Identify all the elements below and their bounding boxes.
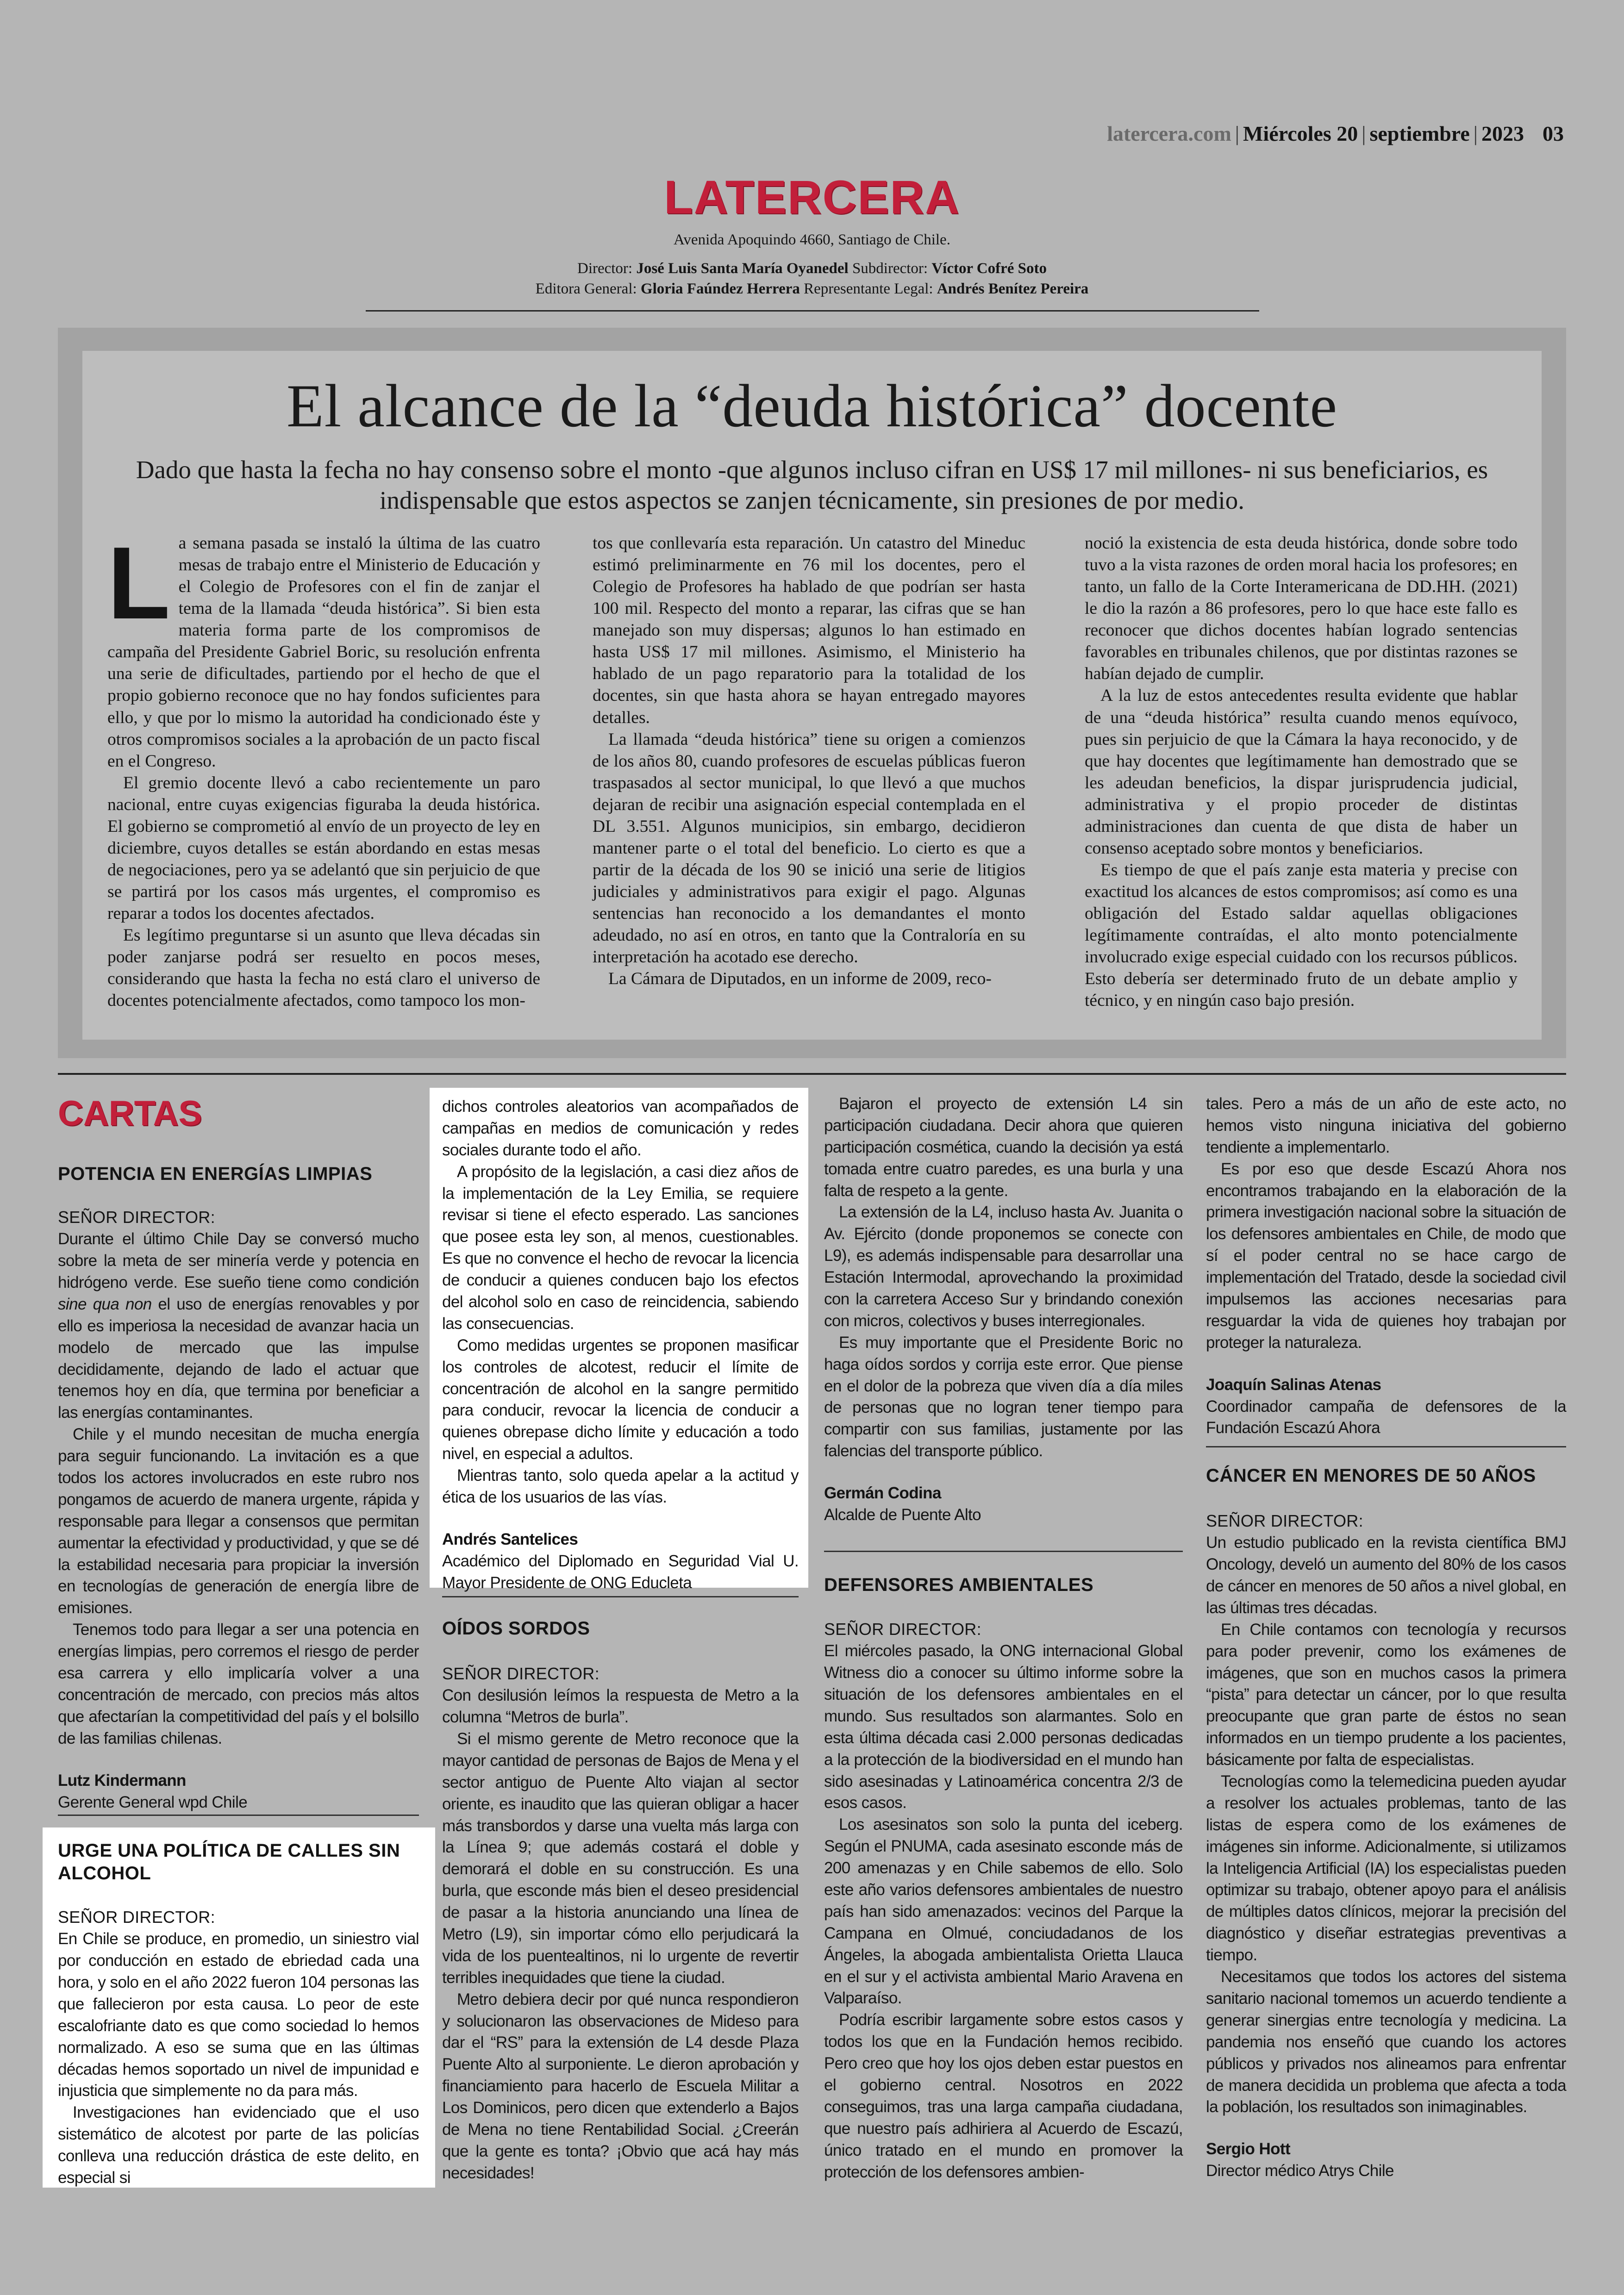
- letter-paragraph: Tecnologías como la telemedicina pueden ayudar a resolver los actuales problemas, tanto de las listas de espera como de los exámenes de imágenes sin informe. Adicionalmente, si utilizamos la Inteligencia Artificial (IA) los especialistas pueden optimizar su trabajo, obtener apoyo para el análisis de múltiples datos clínicos, mejorar la precisión del diagnóstico y diseñar estrategias preventivas a tiempo.: [1206, 1772, 1566, 1964]
- editorial-paragraph: La Cámara de Diputados, en un informe de 2009, reco-: [608, 969, 992, 989]
- letter-divider: [824, 1551, 1183, 1552]
- masthead-divider: [366, 310, 1259, 312]
- letter-paragraph: Necesitamos que todos los actores del sistema sanitario nacional tomemos un acuerdo tendiente a generar sinergias entre tecnología y medicina. La pandemia nos enseñó que cuando los actores públicos y privados nos alineamos para enfrentar de manera decidida un problema que afecta a toda la población, los resultados son inimaginables.: [1206, 1968, 1566, 2116]
- letter-signature: Andrés Santelices: [442, 1530, 578, 1548]
- site-url[interactable]: latercera.com: [1107, 122, 1231, 145]
- editorial-headline: El alcance de la “deuda histórica” docente: [286, 372, 1338, 440]
- editorial-paragraph: El gremio docente llevó a cabo recientemente un paro nacional, entre cuyas exigencias figuraba la deuda histórica. El gobierno se comprometió al envío de un proyecto de ley en diciembre, cuyos detalles se están abordando en estas mesas de negociaciones, pero ya se adelantó que sin perjuicio de que se partirá por los casos más urgentes, el compromiso es reparar a todos los docentes afectados.: [107, 773, 540, 923]
- page-number: 03: [1543, 122, 1564, 145]
- letter-signature: Joaquín Salinas Atenas: [1206, 1375, 1381, 1394]
- letter-signature-role: Director médico Atrys Chile: [1206, 2162, 1394, 2180]
- letter-signature: Lutz Kindermann: [58, 1771, 186, 1790]
- letter-title-alcohol: URGE UNA POLÍTICA DE CALLES SIN ALCOHOL: [58, 1840, 400, 1883]
- editorial-paragraph: A la luz de estos antecedentes resulta evidente que hablar de una “deuda histórica” resulta cuando menos equívoco, pues sin perjuicio de que la Cámara la haya reconocido, y de que hay docentes que legítimamente han demostrado que se les adeudan beneficios, la dispar jurisprudencia judicial, administrativa y el propio proceder de distintas administraciones dan cuenta de que dista de haber un consenso aceptado sobre montos y beneficiarios.: [1085, 686, 1518, 858]
- letter-body-alcohol-part-2: [442, 1096, 799, 1594]
- letter-paragraph: tales. Pero a más de un año de este acto, no hemos visto ninguna iniciativa del gobierno tendiente a implementarlo.: [1206, 1095, 1566, 1156]
- letter-paragraph: Metro debiera decir por qué nunca respondieron y solucionaron las observaciones de Mideso para dar el “RS” para la extensión de L4 desde Plaza Puente Alto al surponiente. Le dieron aprobación y financiamiento para hacerlo de Escuela Militar a Los Dominicos, pero dicen que extenderlo a Bajos de Mena no tiene Rentabilidad Social. ¿Creerán que la gente es tonta? ¡Obvio que acá hay más necesidades!: [442, 1990, 799, 2182]
- letter-paragraph: Con desilusión leímos la respuesta de Metro a la columna “Metros de burla”.: [442, 1686, 799, 1727]
- editora-name: Gloria Faúndez Herrera: [640, 281, 800, 297]
- letter-body-oidos-part-1: [442, 1663, 799, 2184]
- editorial-paragraph: Es tiempo de que el país zanje esta materia y precise con exactitud los alcances de estos compromisos; así como es una obligación del Estado saldar aquellas obligaciones legítimamente contraídas, el alto monto potencialmente involucrado exige especial cuidado con los recursos públicos. Esto debería ser determinado fruto de un debate amplio y técnico, y en ningún caso bajo presión.: [1085, 860, 1518, 1010]
- salutation: SEÑOR DIRECTOR:: [58, 1908, 215, 1927]
- editorial-paragraph: noció la existencia de esta deuda histórica, donde sobre todo tuvo a la vista razones de orden moral hacia los profesores; en tanto, un fallo de la Corte Interamericana de DD.HH. (2021) le dio la razón a 86 profesores, pero lo que hace este fallo es reconocer que dichos docentes habían logrado sentencias favorables en tribunales chilenos, que por distintas razones se habían dejado de cumplir.: [1085, 534, 1518, 684]
- letter-paragraph: Chile y el mundo necesitan de mucha energía para seguir funcionando. La invitación es a que todos los actores involucrados en este rubro nos pongamos de acuerdo de manera urgente, rápida y responsable para llegar a consensos que permitan aumentar la efectividad y productividad, y que se dé la estabilidad necesaria para propiciar la inversión en tecnologías de generación de energía libre de emisiones.: [58, 1425, 419, 1617]
- letter-paragraph: Durante el último Chile Day se conversó mucho sobre la meta de ser minería verde y potencia en hidrógeno verde. Ese sueño tiene como condición sine qua non el uso de energías renovables y por ello es imperiosa la necesidad de avanzar hacia un modelo de mercado que las impulse decididamente, dejando de lado el actuar que tenemos hoy en día, que termina por beneficiar a las energías contaminantes.: [58, 1230, 419, 1422]
- letter-paragraph: Es muy importante que el Presidente Boric no haga oídos sordos y corrija este error. Que piense en el dolor de la pobreza que viven día a día miles de personas que no logran tener tiempo para compartir con sus familias, justamente por las falencias del transporte público.: [824, 1333, 1183, 1460]
- editorial-paragraph: tos que conllevaría esta reparación. Un catastro del Mineduc estimó preliminarmente en 76 mil los docentes, pero el Colegio de Profesores ha hablado de que podrían ser hasta 100 mil. Respecto del monto a reparar, las cifras que se han manejado son muy dispersas; algunos lo han estimado en hasta US$ 17 mil millones. Asimismo, el Ministerio ha hablado de un pago reparatorio para la totalidad de los docentes, sin que hasta ahora se hayan entregado mayores detalles.: [593, 534, 1025, 727]
- masthead-staff-line-2: Editora General: Gloria Faúndez Herrera Representante Legal: Andrés Benítez Pereira: [535, 281, 1089, 297]
- letter-paragraph: Los asesinatos son solo la punta del iceberg. Según el PNUMA, cada asesinato esconde más de 200 amenazas y en Chile sabemos de ello. Solo este año varios defensores ambientales de nuestro país han sido amenazados: vecinos del Parque la Campana en Olmué, conciudadanos de los Ángeles, la abogada ambientalista Orietta Llauca en el sur y el activista ambiental Mario Aravena en Valparaíso.: [824, 1815, 1183, 2008]
- drop-cap: L: [107, 526, 170, 641]
- letter-divider: [442, 1596, 799, 1597]
- page-header-line: latercera.com | Miércoles 20 | septiembre | 2023 03: [1107, 122, 1564, 145]
- masthead-staff-line-1: Director: José Luis Santa María Oyanedel Subdirector: Víctor Cofré Soto: [577, 260, 1047, 277]
- editorial-paragraph: La llamada “deuda histórica” tiene su origen a comienzos de los años 80, cuando profesores de escuelas públicas fueron traspasados al sector municipal, lo que llevó a que muchos dejaran de recibir una asignación especial contemplada en el DL 3.551. Algunos municipios, sin embargo, decidieron mantener parte o el total del beneficio. Lo cierto es que a partir de la década de los 90 se inició una serie de litigios judiciales y administrativos para exigir el pago. Algunas sentencias han reconocido a los demandantes el monto adeudado, no así en otros, en tanto que la Contraloría en su interpretación ha acotado ese derecho.: [593, 730, 1025, 967]
- letter-paragraph: Bajaron el proyecto de extensión L4 sin participación ciudadana. Decir ahora que quieren participación cosmética, cuando la decisión ya está tomada entre cuatro paredes, es una burla y una falta de respeto a la gente.: [824, 1095, 1183, 1200]
- letter-signature: Sergio Hott: [1206, 2140, 1291, 2158]
- masthead-address: Avenida Apoquindo 4660, Santiago de Chile.: [674, 231, 950, 248]
- editorial-deck: Dado que hasta la fecha no hay consenso sobre el monto -que algunos incluso cifran en US$ 17 mil millones- ni sus beneficiarios, es indispensable que estos aspectos se zanjen técnicamente, sin presiones de por medio.: [136, 455, 1488, 514]
- letter-paragraph: Si el mismo gerente de Metro reconoce que la mayor cantidad de personas de Bajos de Mena y el sector antiguo de Puente Alto viajan al sector oriente, es inaudito que las quieran obligar a hacer más transbordos y darse una vuelta más larga con la Línea 9; que además costará el doble y demorará el doble en su construcción. Es una burla, que esconde más bien el deseo presidencial de pasar a la historia anunciando una línea de Metro (L9), sin importar cómo ello perjudicará la vida de los puentealtinos, ni lo urgente de revertir terribles inequidades que tiene la ciudad.: [442, 1730, 799, 1987]
- salutation: SEÑOR DIRECTOR:: [1206, 1511, 1363, 1530]
- letter-paragraph: En Chile se produce, en promedio, un siniestro vial por conducción en estado de ebriedad cada una hora, y solo en el año 2022 fueron 104 personas las que fallecieron por esta causa. Lo peor de este escalofriante dato es que como sociedad lo hemos normalizado. A eso se suma que en las últimas décadas hemos soportado un nivel de impunidad e injusticia que simplemente no da para más.: [58, 1930, 419, 2100]
- letter-title-energias: POTENCIA EN ENERGÍAS LIMPIAS: [58, 1164, 373, 1184]
- letter-paragraph: En Chile contamos con tecnología y recursos para poder prevenir, como los exámenes de imágenes, que son en muchos casos la primera “pista” para detectar un cáncer, por lo que resulta preocupante que gran parte de éstos no sean informados en un tiempo prudente a los pacientes, básicamente por falta de especialistas.: [1206, 1620, 1566, 1769]
- letter-paragraph: Un estudio publicado en la revista científica BMJ Oncology, develó un aumento del 80% de los casos de cáncer en menores de 50 años a nivel global, en las últimas tres décadas.: [1206, 1534, 1566, 1617]
- letter-title-oidos-sordos: OÍDOS SORDOS: [442, 1618, 590, 1639]
- letter-body-alcohol-part-1: [58, 1906, 419, 2189]
- letter-divider: [58, 1815, 419, 1816]
- date-day: Miércoles 20: [1243, 122, 1358, 145]
- letter-paragraph: Mientras tanto, solo queda apelar a la actitud y ética de los usuarios de las vías.: [442, 1466, 799, 1507]
- salutation: SEÑOR DIRECTOR:: [824, 1620, 981, 1639]
- director-name: José Luis Santa María Oyanedel: [636, 260, 849, 277]
- letter-title-defensores: DEFENSORES AMBIENTALES: [824, 1575, 1094, 1595]
- editorial-column-1: [107, 526, 540, 1011]
- editorial-column-3: [1085, 532, 1518, 1011]
- letter-paragraph: El miércoles pasado, la ONG internacional Global Witness dio a conocer su último informe sobre la situación de los defensores ambientales en el mundo. Sus resultados son alarmantes. Solo en esta última década casi 2.000 personas dedicadas a la protección de la biodiversidad en el mundo han sido asesinadas y Latinoamérica concentra 2/3 de esos casos.: [824, 1642, 1183, 1812]
- date-year: 2023: [1481, 122, 1524, 145]
- section-divider: [58, 1073, 1566, 1075]
- cartas-section-title: CARTAS: [58, 1094, 202, 1133]
- salutation: SEÑOR DIRECTOR:: [58, 1208, 215, 1227]
- subdirector-name: Víctor Cofré Soto: [931, 260, 1047, 277]
- letter-body-defensores-part-1: [824, 1618, 1183, 2183]
- letter-paragraph: Como medidas urgentes se proponen masificar los controles de alcotest, reducir el límite de concentración de alcohol en la sangre permitido para conducir, revocar la licencia de conducir a quienes obrepase dicho límite y educación a todo nivel, en especial a adultos.: [442, 1336, 799, 1463]
- letter-paragraph: Podría escribir largamente sobre estos casos y todos los que en la Fundación hemos recibido. Pero creo que hoy los ojos deben estar puestos en el gobierno central. Nosotros en 2022 conseguimos, tras una larga campaña ciudadana, que nuestro país adhiriera al Acuerdo de Escazú, único tratado en el mundo en promover la protección de los defensores ambien-: [824, 2011, 1183, 2181]
- date-month: septiembre: [1369, 122, 1470, 145]
- editorial-paragraph: a semana pasada se instaló la última de las cuatro mesas de trabajo entre el Ministerio de Educación y el Colegio de Profesores con el fin de zanjar el tema de la llamada “deuda histórica”. Si bien esta materia forma parte de los compromisos de campaña del Presidente Gabriel Boric, su resolución enfrenta una serie de dificultades, partiendo por el hecho de que el propio gobierno reconoce que no hay fondos suficientes para ello, y que por lo mismo la autoridad ha condicionado éste y otros compromisos sociales a la aprobación de un pacto fiscal en el Congreso.: [107, 534, 540, 771]
- letter-paragraph: Investigaciones han evidenciado que el uso sistemático de alcotest por parte de las policías conlleva una reducción drástica de este delito, en especial si: [58, 2103, 419, 2187]
- letter-title-cancer: CÁNCER EN MENORES DE 50 AÑOS: [1206, 1466, 1536, 1486]
- newspaper-logo: LATERCERA: [664, 171, 960, 224]
- letter-paragraph: Es por eso que desde Escazú Ahora nos encontramos trabajando en la elaboración de la primera investigación nacional sobre la situación de los defensores ambientales en Chile, de modo que sí el poder central no se hace cargo de implementación del Tratado, desde la sociedad civil impulsemos las acciones necesarias para resguardar la vida de quienes hoy trabajan por proteger la naturaleza.: [1206, 1160, 1566, 1352]
- rep-name: Andrés Benítez Pereira: [937, 281, 1089, 297]
- letter-body-energias: [58, 1206, 419, 1813]
- letter-signature: Germán Codina: [824, 1484, 941, 1503]
- letter-body-oidos-part-2: [824, 1093, 1183, 1526]
- editorial-paragraph: Es legítimo preguntarse si un asunto que lleva décadas sin poder zanjarse podrá ser resuelto en pocos meses, considerando que hasta la fecha no está claro el universo de docentes potencialmente afectados, como tampoco los mon-: [107, 926, 540, 1010]
- letter-paragraph: dichos controles aleatorios van acompañados de campañas en medios de comunicación y redes sociales durante todo el año.: [442, 1098, 799, 1159]
- letter-signature-role: Alcalde de Puente Alto: [824, 1506, 981, 1524]
- salutation: SEÑOR DIRECTOR:: [442, 1664, 600, 1683]
- letter-signature-role: Académico del Diplomado en Seguridad Vial U. Mayor Presidente de ONG Educleta: [442, 1552, 799, 1592]
- letter-signature-role: Coordinador campaña de defensores de la Fundación Escazú Ahora: [1206, 1397, 1566, 1437]
- letter-divider: [1206, 1446, 1566, 1447]
- letter-body-cancer: [1206, 1510, 1566, 2182]
- letter-paragraph: La extensión de la L4, incluso hasta Av. Juanita o Av. Ejército (donde proponemos se conecte con L9), es además indispensable para desarrollar una Estación Intermodal, aprovechando la proximidad con la carretera Acceso Sur y brindando conexión con micros, colectivos y buses interregionales.: [824, 1203, 1183, 1330]
- letter-signature-role: Gerente General wpd Chile: [58, 1793, 248, 1811]
- editorial-column-2: [593, 532, 1025, 990]
- letter-paragraph: A propósito de la legislación, a casi diez años de la implementación de la Ley Emilia, se requiere revisar si tiene el efecto esperado. Las sanciones que posee esta ley son, al menos, cuestionables. Es que no convence el hecho de revocar la licencia de conducir a quienes conducen bajo los efectos del alcohol solo en caso de reincidencia, sabiendo las consecuencias.: [442, 1162, 799, 1333]
- letter-body-defensores-part-2: [1206, 1093, 1566, 1439]
- letter-paragraph: Tenemos todo para llegar a ser una potencia en energías limpias, pero corremos el riesgo de perder esa carrera y ello implicaría volver a una concentración de mercado, con precios más altos que afectarían la competitividad del país y el bolsillo de las familias chilenas.: [58, 1621, 419, 1747]
